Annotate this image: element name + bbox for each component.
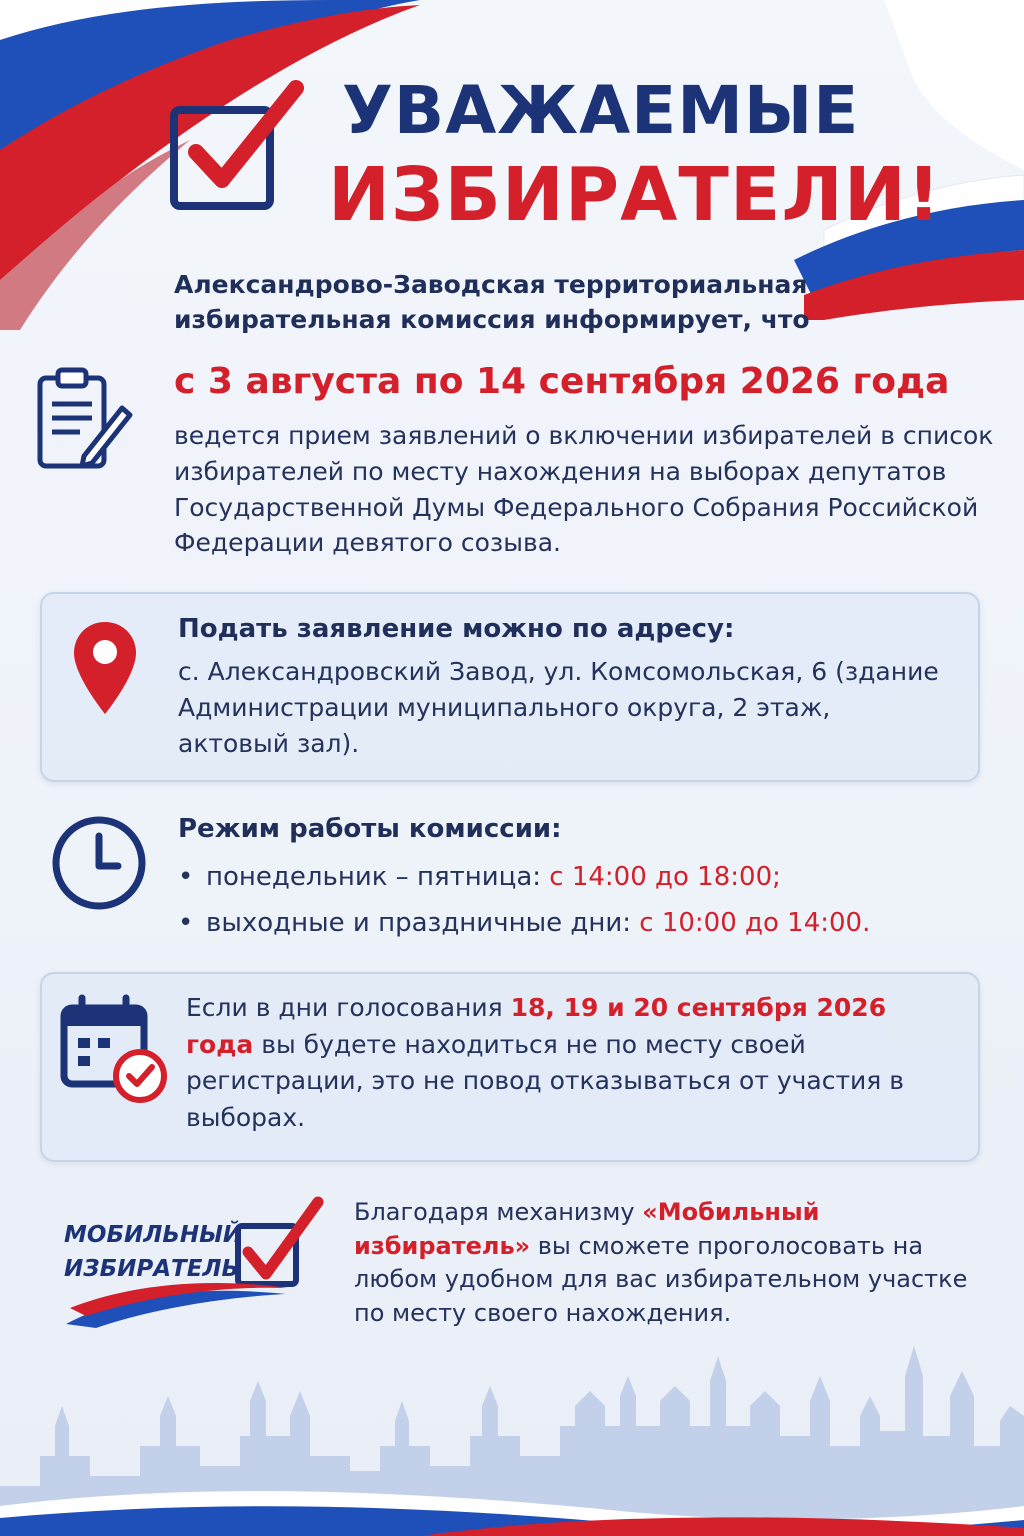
address-heading: Подать заявление можно по адресу: <box>178 614 735 644</box>
voting-dates-highlight: 18, 19 и 20 сентября 2026 года <box>186 993 887 1059</box>
voting-text-part: вы будете находиться не по месту своей регистрации, это не повод отказываться от участия в выборах. <box>186 1029 904 1132</box>
city-skyline-decoration <box>0 1306 1024 1536</box>
voting-text-part: Если в дни голосования <box>186 993 511 1022</box>
schedule-item-weekends <box>178 908 870 939</box>
clipboard-pen-icon <box>34 364 134 474</box>
schedule-heading: Режим работы комиссии: <box>178 814 562 844</box>
bullet: • <box>178 862 194 892</box>
mobile-logo-line-2: ИЗБИРАТЕЛЬ <box>64 1256 240 1282</box>
address-text: с. Александровский Завод, ул. Комсомольская, 6 (здание Администрации муниципального округа, 2 этаж, актовый зал). <box>178 657 939 758</box>
clock-icon <box>50 814 148 912</box>
schedule-label: понедельник – пятница: <box>206 862 550 892</box>
voting-text <box>186 990 946 1136</box>
checkbox-check-icon <box>168 80 308 220</box>
map-pin-icon <box>70 618 140 718</box>
calendar-check-icon <box>58 994 170 1106</box>
schedule-hours: с 10:00 до 14:00. <box>639 908 871 938</box>
mobile-logo-line-1: МОБИЛЬНЫЙ <box>64 1222 243 1248</box>
schedule-item-weekdays <box>178 862 781 893</box>
mobile-text-part: вы сможете проголосовать на любом удобном для вас избирательном участке по месту своего нахождения. <box>354 1231 968 1327</box>
mobile-text-part: Благодаря механизму <box>354 1198 643 1226</box>
bullet: • <box>178 908 194 938</box>
body-text: ведется прием заявлений о включении избирателей в список избирателей по месту нахождения на выборах депутатов Государственной Думы Федерального Собрания Российской Федерации девятого созыва. <box>174 421 994 558</box>
dates-highlight: с 3 августа по 14 сентября 2026 года <box>174 361 950 402</box>
mobile-voter-highlight: «Мобильный избиратель» <box>354 1198 820 1260</box>
schedule-label: выходные и праздничные дни: <box>206 908 640 938</box>
title-line-1: УВАЖАЕМЫЕ <box>342 72 860 149</box>
intro-text: Александрово-Заводская территориальная избирательная комиссия информирует, что <box>174 270 810 334</box>
title-line-2: ИЗБИРАТЕЛИ! <box>328 152 942 238</box>
schedule-hours: с 14:00 до 18:00; <box>549 862 781 892</box>
